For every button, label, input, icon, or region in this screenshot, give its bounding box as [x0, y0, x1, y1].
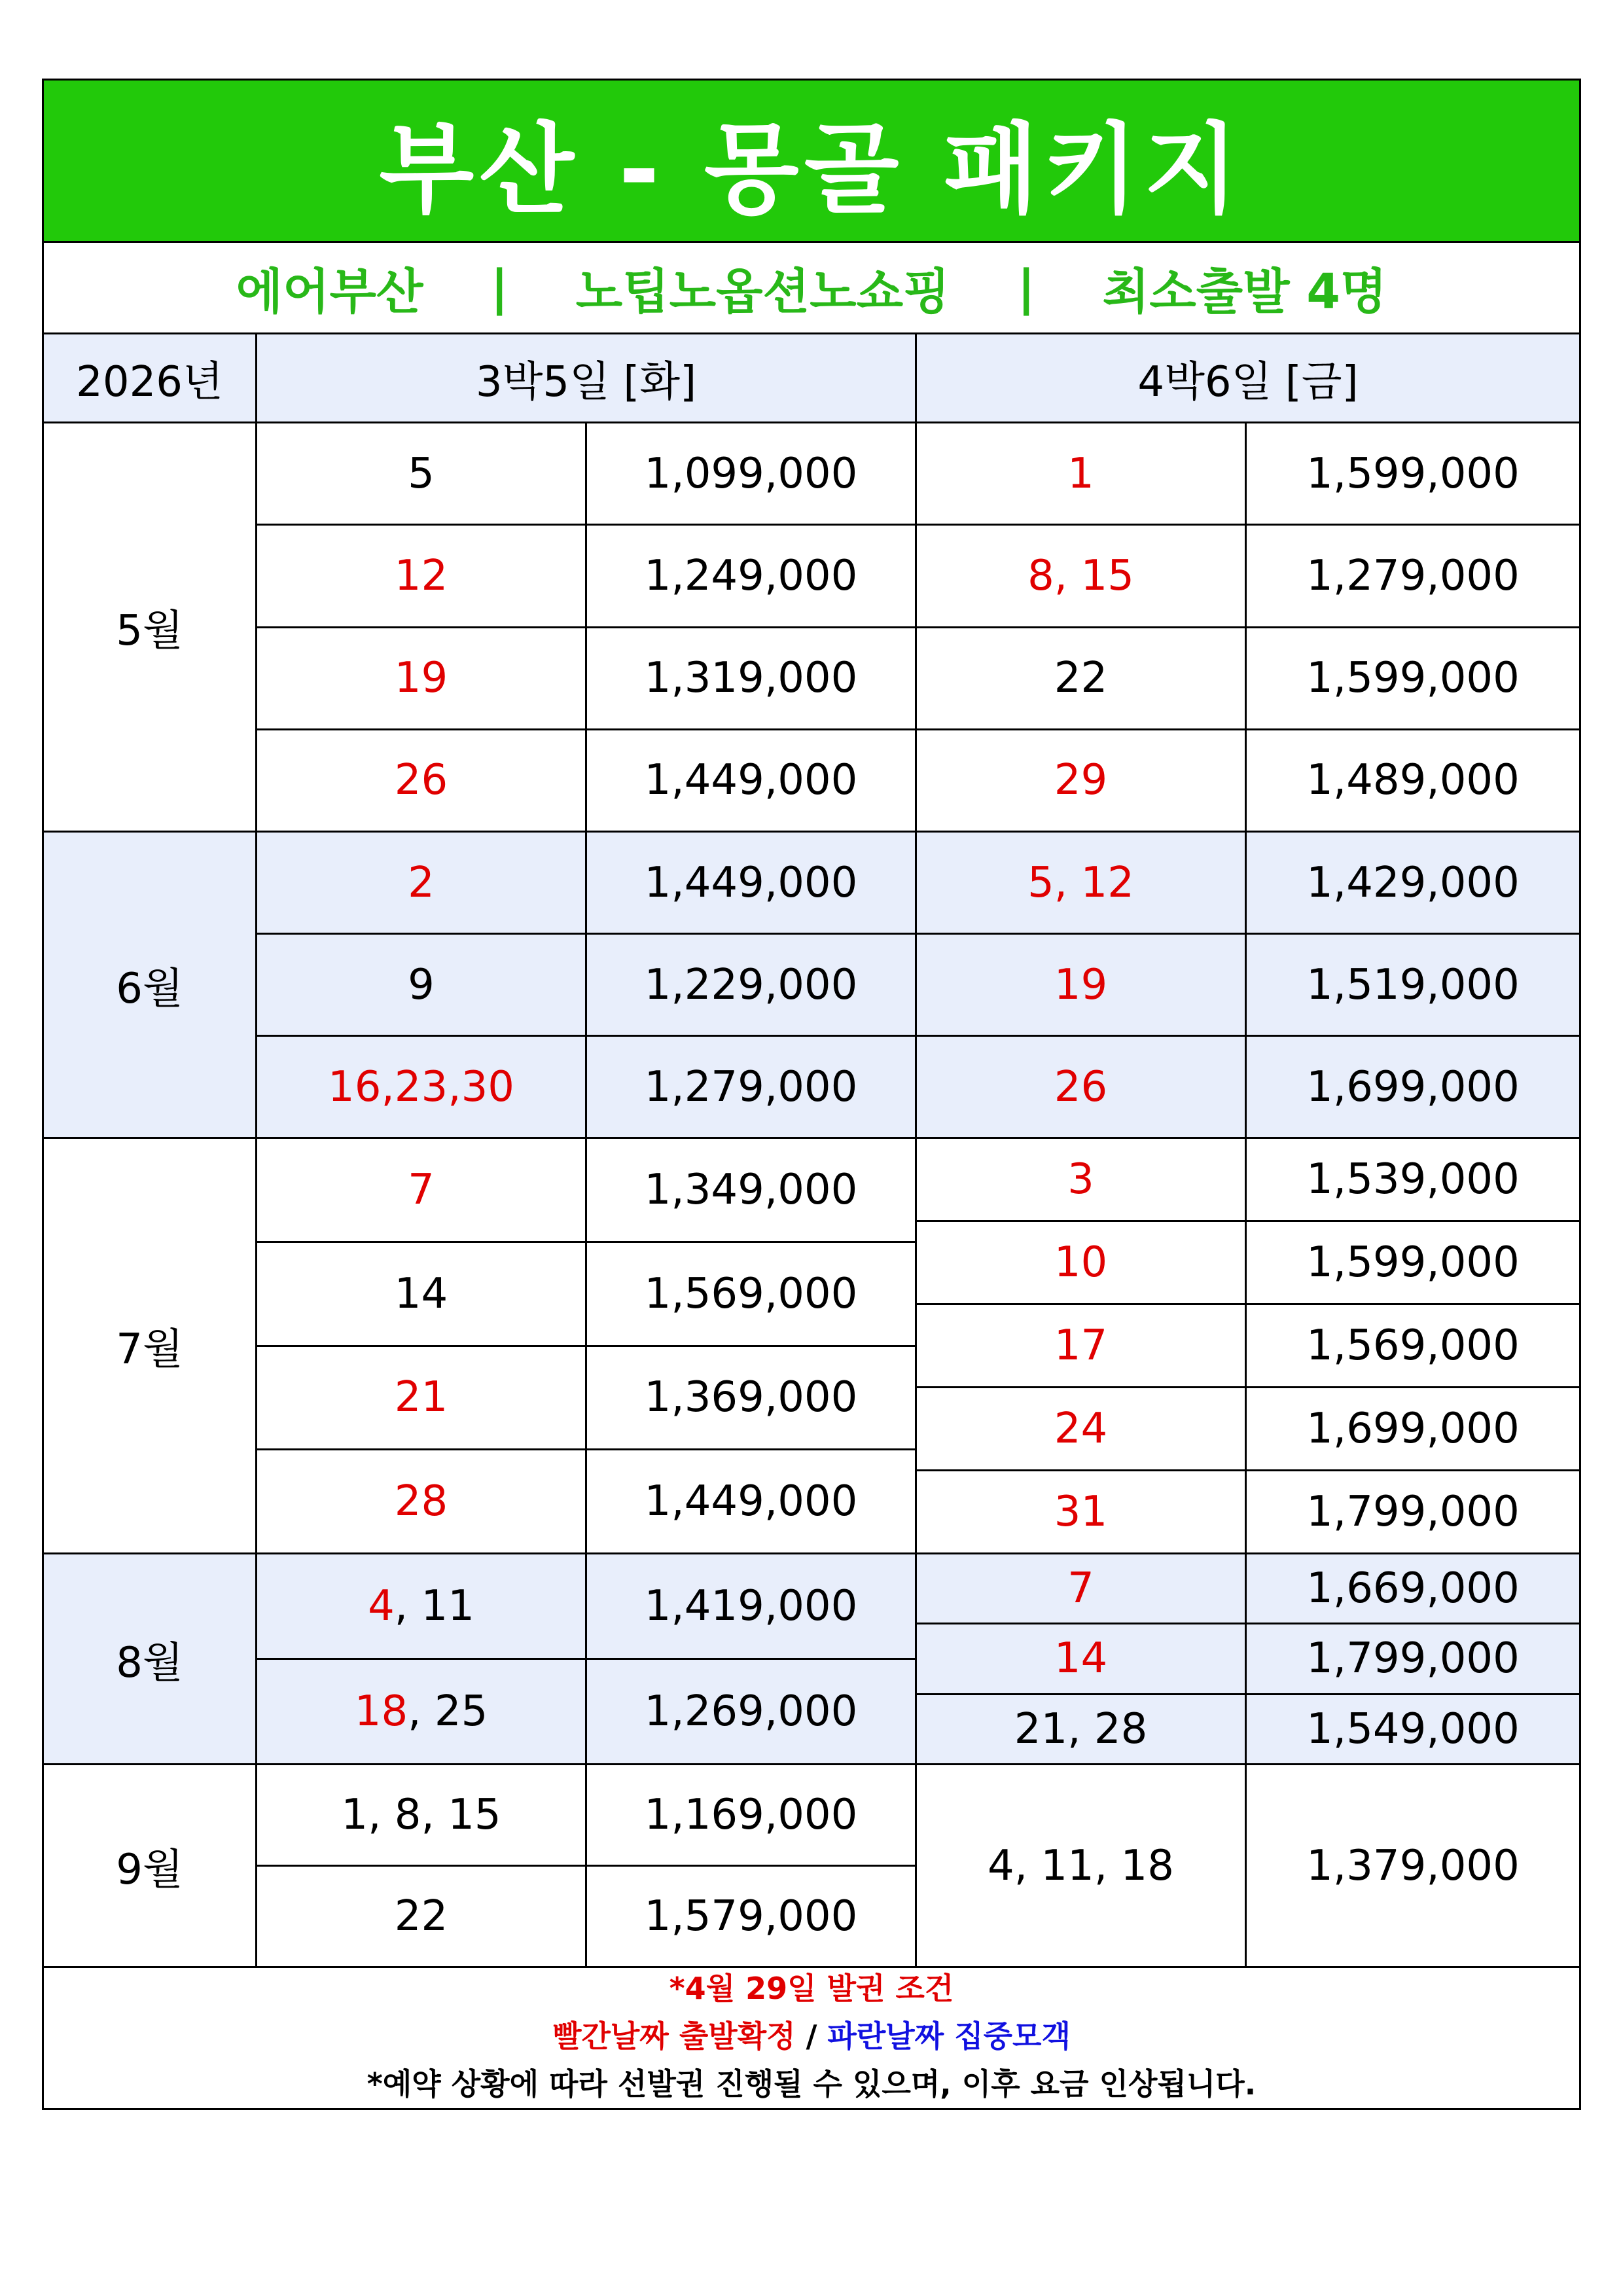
date-text: 1, 8, 15 [341, 1791, 501, 1839]
price: 1,379,000 [1247, 1765, 1579, 1968]
date-text: 22 [394, 1892, 448, 1941]
tour-a-header: 3박5일 [화] [257, 334, 917, 423]
price: 1,569,000 [587, 1243, 917, 1347]
blue-date-legend: 파란날짜 집중모객 [827, 2018, 1071, 2054]
departure-date [917, 833, 1247, 935]
price: 1,369,000 [587, 1347, 917, 1451]
date-text: 14 [1054, 1634, 1108, 1683]
date-text: 21 [394, 1373, 448, 1422]
price: 1,579,000 [587, 1867, 917, 1968]
date-text: 8, 15 [1027, 551, 1134, 600]
date-text: 14 [394, 1269, 448, 1318]
departure-date [257, 1765, 587, 1867]
price: 1,279,000 [1247, 526, 1579, 628]
departure-date [917, 1305, 1247, 1388]
price: 1,269,000 [587, 1660, 917, 1765]
date-text: 22 [1054, 654, 1108, 703]
date-text: 18 [354, 1687, 408, 1736]
departure-date [917, 1222, 1247, 1305]
price: 1,449,000 [587, 730, 917, 833]
departure-date [257, 1243, 587, 1347]
price: 1,699,000 [1247, 1388, 1579, 1471]
date-text: 9 [408, 960, 435, 1009]
departure-date [257, 1450, 587, 1554]
departure-date [917, 1624, 1247, 1695]
departure-date [917, 1765, 1247, 1968]
date-text: 10 [1054, 1238, 1108, 1287]
legend-separator: / [795, 2018, 828, 2054]
month-label: 8월 [44, 1554, 257, 1765]
package-sheet [42, 79, 1581, 2110]
price: 1,519,000 [1247, 935, 1579, 1037]
departure-date [917, 1139, 1247, 1222]
price: 1,099,000 [587, 423, 917, 526]
departure-date [257, 423, 587, 526]
price: 1,599,000 [1247, 423, 1579, 526]
departure-date [917, 1037, 1247, 1139]
departure-date [257, 526, 587, 628]
date-text: 24 [1054, 1405, 1108, 1453]
date-text: 5 [408, 449, 435, 498]
date-text: 12 [394, 551, 448, 600]
departure-date [917, 1388, 1247, 1471]
date-text: 19 [394, 654, 448, 703]
date-text: 7 [1067, 1564, 1094, 1613]
departure-date [257, 1139, 587, 1243]
date-text: 26 [1054, 1062, 1108, 1111]
option-label: 노팁노옵션노쇼핑 [575, 263, 950, 320]
color-legend [552, 2013, 1071, 2056]
departure-date [257, 1867, 587, 1968]
date-text: 3 [1067, 1155, 1094, 1204]
departure-date [917, 730, 1247, 833]
price: 1,799,000 [1247, 1624, 1579, 1695]
issue-condition-note: *4월 29일 발권 조건 [669, 1971, 954, 2006]
price: 1,699,000 [1247, 1037, 1579, 1139]
fare-notice: *예약 상황에 따라 선발권 진행될 수 있으며, 이후 요금 인상됩니다. [366, 2066, 1257, 2102]
airline-label: 에어부산 [236, 263, 423, 320]
date-text: , 11 [394, 1582, 474, 1630]
subtitle-separator-1: | [490, 259, 508, 316]
departure-date [917, 935, 1247, 1037]
date-text: 16,23,30 [328, 1062, 514, 1111]
departure-date [917, 526, 1247, 628]
price: 1,449,000 [587, 833, 917, 935]
month-label: 6월 [44, 833, 257, 1139]
price: 1,229,000 [587, 935, 917, 1037]
price: 1,599,000 [1247, 1222, 1579, 1305]
price: 1,429,000 [1247, 833, 1579, 935]
price: 1,569,000 [1247, 1305, 1579, 1388]
departure-date [917, 1554, 1247, 1624]
footer-notes [44, 1960, 1579, 2108]
price: 1,539,000 [1247, 1139, 1579, 1222]
page-title: 부산 - 몽골 패키지 [44, 81, 1579, 243]
date-text: 1 [1067, 449, 1094, 498]
departure-date [257, 1554, 587, 1660]
price: 1,489,000 [1247, 730, 1579, 833]
price: 1,419,000 [587, 1554, 917, 1660]
price: 1,669,000 [1247, 1554, 1579, 1624]
date-text: 7 [408, 1165, 435, 1214]
departure-date [917, 628, 1247, 730]
date-text: 4 [368, 1582, 395, 1630]
departure-date [257, 1347, 587, 1451]
date-text: 2 [408, 858, 435, 907]
month-label: 5월 [44, 423, 257, 833]
departure-date [917, 423, 1247, 526]
departure-date [917, 1695, 1247, 1765]
departure-date [917, 1471, 1247, 1554]
date-text: 19 [1054, 960, 1108, 1009]
departure-date [257, 833, 587, 935]
date-text: 29 [1054, 756, 1108, 805]
date-text: 5, 12 [1027, 858, 1134, 907]
price: 1,349,000 [587, 1139, 917, 1243]
date-text: 31 [1054, 1488, 1108, 1536]
date-text: 21, 28 [1014, 1704, 1148, 1753]
departure-date [257, 1037, 587, 1139]
subtitle-separator-2: | [1017, 259, 1035, 316]
departure-date [257, 935, 587, 1037]
price: 1,169,000 [587, 1765, 917, 1867]
year-header: 2026년 [44, 334, 257, 423]
red-date-legend: 빨간날짜 출발확정 [552, 2018, 796, 2054]
departure-date [257, 730, 587, 833]
date-text: 4, 11, 18 [988, 1841, 1174, 1890]
month-label: 9월 [44, 1765, 257, 1968]
price: 1,549,000 [1247, 1695, 1579, 1765]
price: 1,799,000 [1247, 1471, 1579, 1554]
date-text: 17 [1054, 1321, 1108, 1370]
price: 1,319,000 [587, 628, 917, 730]
subtitle-row [44, 243, 1579, 334]
price: 1,599,000 [1247, 628, 1579, 730]
month-label: 7월 [44, 1139, 257, 1554]
price: 1,249,000 [587, 526, 917, 628]
date-text: 26 [394, 756, 448, 805]
min-departure-label: 최소출발 4명 [1102, 263, 1387, 320]
departure-date [257, 628, 587, 730]
departure-date [257, 1660, 587, 1765]
price: 1,449,000 [587, 1450, 917, 1554]
date-text: 28 [394, 1477, 448, 1526]
price: 1,279,000 [587, 1037, 917, 1139]
date-text: , 25 [408, 1687, 488, 1736]
tour-b-header: 4박6일 [금] [917, 334, 1579, 423]
